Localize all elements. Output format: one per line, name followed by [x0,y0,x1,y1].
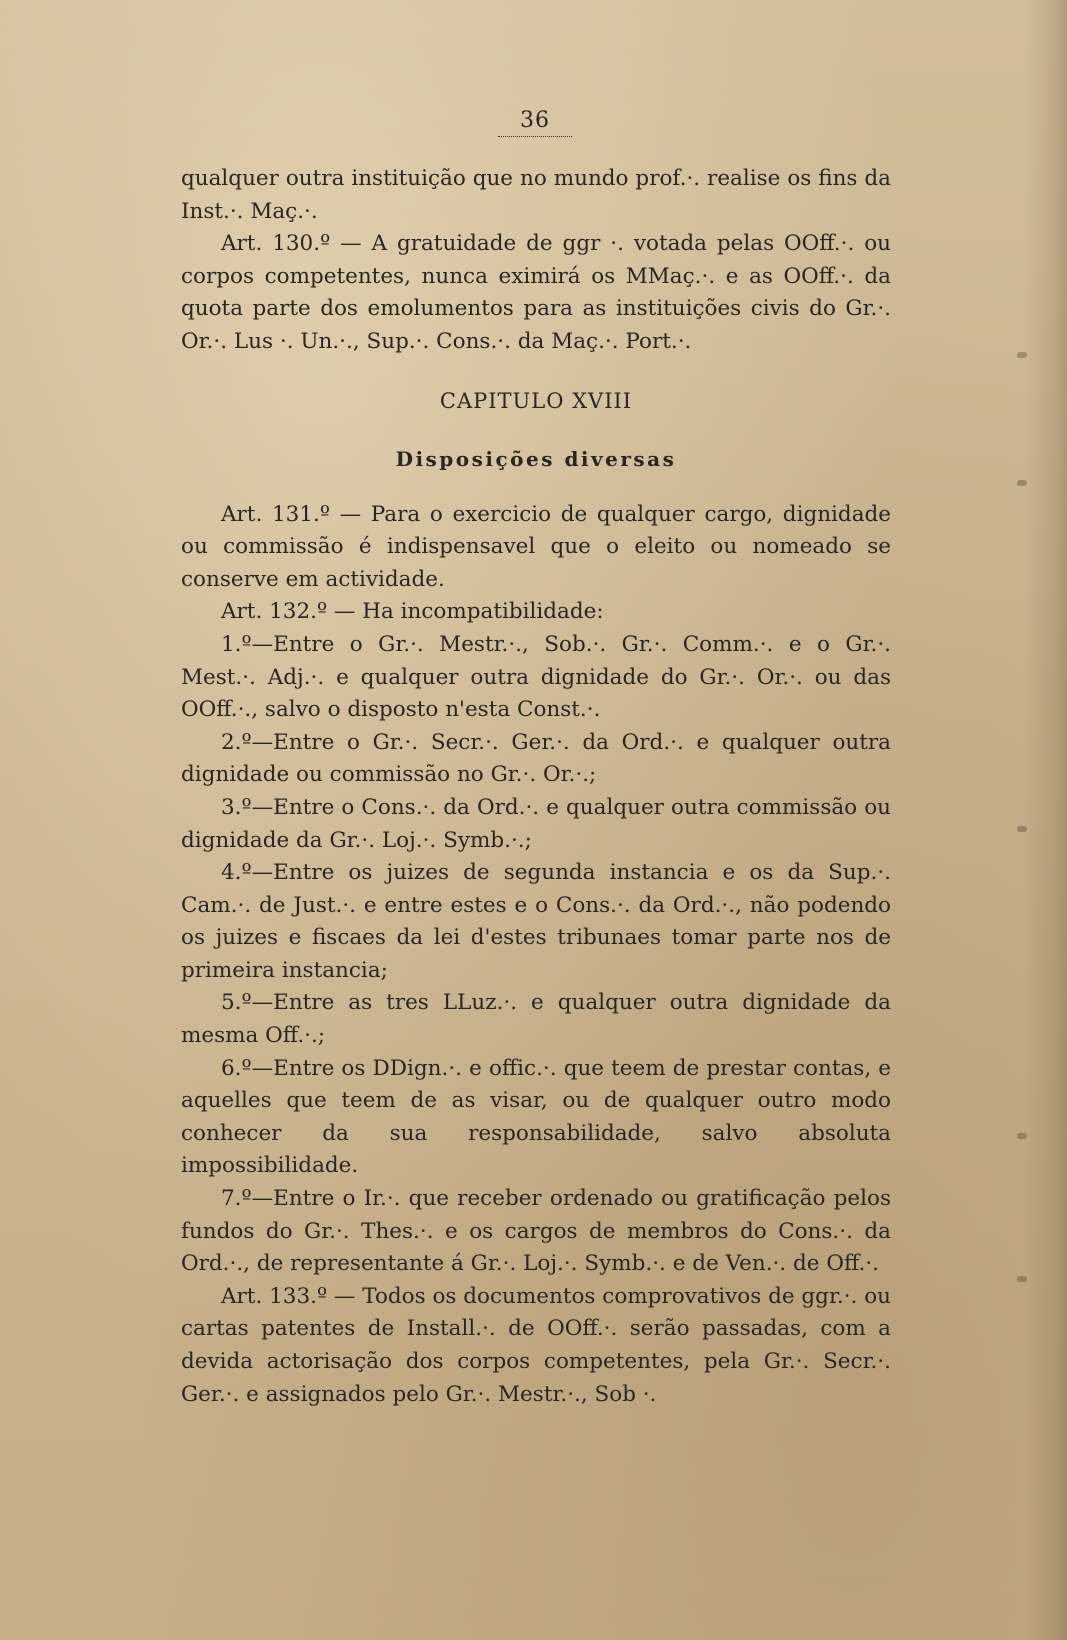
margin-ink-mark [1017,480,1027,486]
margin-ink-mark [1017,1276,1027,1282]
page-number: 36 [520,108,550,133]
paragraph: Art. 132.º — Ha incompatibilidade: [221,599,604,625]
body-text [181,163,891,1411]
page-edge-shadow [1025,0,1067,1640]
top-paragraphs [181,163,891,359]
margin-ink-mark [1017,826,1027,832]
paragraph: Art. 131.º — Para o exercicio de qualquer cargo, dignidade ou commissão é indispensavel que o eleito ou nomeado se conserve em actividade. [181,501,891,592]
paragraph: 5.º—Entre as tres LLuz.·. e qualquer outra dignidade da mesma Off.·.; [181,990,891,1049]
bottom-paragraphs [181,499,891,1412]
paragraph: 3.º—Entre o Cons.·. da Ord.·. e qualquer outra commissão ou dignidade da Gr.·. Loj.·. Symb.·.; [181,794,891,853]
paragraph: 6.º—Entre os DDign.·. e offic.·. que teem de prestar contas, e aquelles que teem de as visar, ou de qualquer outro modo conhecer da sua responsabilidade, salvo absoluta impossibilidade. [181,1055,891,1179]
paragraph: Art. 130.º — A gratuidade de ggr ·. votada pelas OOff.·. ou corpos competentes, nunca eximirá os MMaç.·. e as OOff.·. da quota parte dos emolumentos para as instituições civis do Gr.·. Or.·. Lus ·. Un.·., Sup.·. Cons.·. da Maç.·. Port.·. [181,231,891,354]
paragraph: 4.º—Entre os juizes de segunda instancia e os da Sup.·. Cam.·. de Just.·. e entre estes e o Cons.·. da Ord.·., não podendo os juizes e fiscaes da lei d'estes tribunaes tomar parte nos de primeira instancia; [181,860,891,983]
paragraph: 1.º—Entre o Gr.·. Mestr.·., Sob.·. Gr.·. Comm.·. e o Gr.·. Mest.·. Adj.·. e qualquer outra dignidade do Gr.·. Or.·. ou das OOff.·., salvo o disposto n'esta Const.·. [181,631,891,723]
chapter-title: CAPITULO XVIII [439,388,633,413]
page-number-rule [498,136,572,137]
chapter-subtitle: Disposições diversas [395,446,677,471]
margin-ink-mark [1017,352,1027,358]
paragraph: qualquer outra instituição que no mundo prof.·. realise os fins da Inst.·. Maç.·. [181,166,891,224]
margin-ink-mark [1017,1133,1027,1139]
paragraph: Art. 133.º — Todos os documentos comprovativos de ggr.·. ou cartas patentes de Install.·. de OOff.·. serão passadas, com a devida actorisação dos corpos competentes, pela Gr.·. Secr.·. Ger.·. e assignados pelo Gr.·. Mestr.·., Sob ·. [181,1283,891,1407]
paragraph: 7.º—Entre o Ir.·. que receber ordenado ou gratificação pelos fundos do Gr.·. Thes.·. e os cargos de membros do Cons.·. da Ord.·., de representante á Gr.·. Loj.·. Symb.·. e de Ven.·. de Off.·. [181,1186,891,1277]
paragraph: 2.º—Entre o Gr.·. Secr.·. Ger.·. da Ord.·. e qualquer outra dignidade ou commissão no Gr.·. Or.·.; [181,729,891,788]
